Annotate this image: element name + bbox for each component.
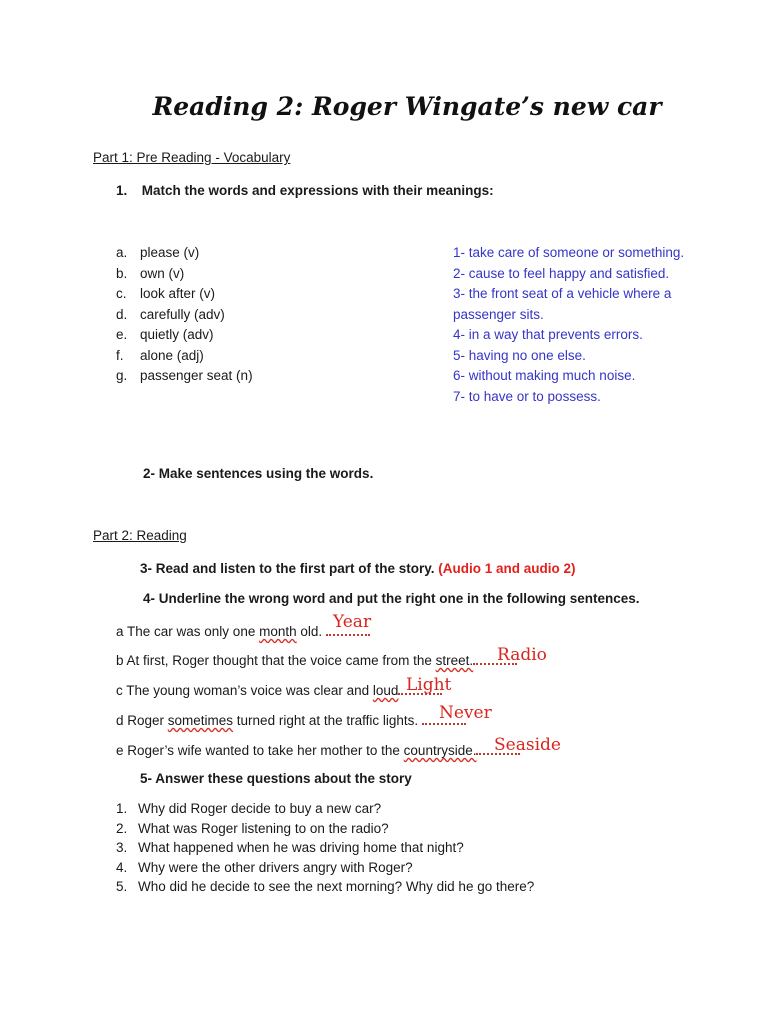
sentence-a: a The car was only one month old.: [116, 622, 370, 639]
sentence-d: d Roger sometimes turned right at the traffic lights.: [116, 711, 466, 728]
wrong-word: month: [259, 624, 297, 639]
vocab-word: f. alone (adj): [116, 347, 204, 363]
question-5: 5- Answer these questions about the story: [140, 771, 412, 786]
vocabulary-meanings-list: [453, 243, 684, 407]
list-item: 1. Why did Roger decide to buy a new car?: [116, 801, 382, 816]
question-4: 4- Underline the wrong word and put the right one in the following sentences.: [143, 591, 640, 606]
meaning-item: 4- in a way that prevents errors.: [453, 327, 643, 342]
sentence-b: b At first, Roger thought that the voice came from the street.: [116, 651, 517, 668]
list-item: 5. Who did he decide to see the next morning? Why did he go there?: [116, 879, 535, 894]
meaning-item: 7- to have or to possess.: [453, 388, 601, 404]
handwritten-answer: Light: [406, 675, 452, 695]
handwritten-answer: Year: [333, 612, 372, 632]
vocabulary-words-list: [116, 243, 253, 387]
question-2: 2- Make sentences using the words.: [143, 466, 374, 481]
story-questions-list: [116, 799, 534, 897]
part1-heading: Part 1: Pre Reading - Vocabulary: [93, 150, 291, 165]
wrong-word: loud: [372, 683, 399, 698]
vocab-word: b. own (v): [116, 265, 185, 281]
meaning-item: 1- take care of someone or something.: [453, 245, 685, 260]
list-item: 4. Why were the other drivers angry with Roger?: [116, 859, 413, 875]
handwritten-answer: Radio: [497, 645, 547, 665]
question-3-text: 3- Read and listen to the first part of the story.: [140, 561, 439, 576]
list-item: 2. What was Roger listening to on the radio?: [116, 820, 389, 836]
wrong-word: street.: [435, 653, 474, 668]
question-1: [116, 183, 494, 198]
vocab-word: e. quietly (adv): [116, 327, 214, 342]
list-item: 3. What happened when he was driving home that night?: [116, 840, 464, 855]
wrong-word: countryside.: [403, 743, 477, 758]
vocab-word: g. passenger seat (n): [116, 368, 253, 383]
wrong-word: sometimes: [167, 713, 234, 728]
meaning-item: 3- the front seat of a vehicle where a: [453, 286, 672, 301]
handwritten-answer: Seaside: [494, 735, 561, 755]
meaning-item: 6- without making much noise.: [453, 368, 636, 383]
sentence-c: c The young woman’s voice was clear and loud: [116, 681, 442, 698]
vocab-word: c. look after (v): [116, 286, 216, 301]
meaning-item: passenger sits.: [453, 306, 544, 322]
audio-note: (Audio 1 and audio 2): [438, 561, 576, 576]
vocab-word: a. please (v): [116, 245, 200, 260]
handwritten-answer: Never: [439, 703, 492, 723]
meaning-item: 2- cause to feel happy and satisfied.: [453, 265, 670, 281]
meaning-item: 5- having no one else.: [453, 347, 586, 363]
question-1-number: 1.: [116, 183, 128, 198]
question-1-text: Match the words and expressions with their meanings:: [141, 183, 494, 198]
page-title: Reading 2: Roger Wingate’s new car: [152, 92, 662, 121]
part2-heading: Part 2: Reading: [93, 528, 187, 543]
vocab-word: d. carefully (adv): [116, 306, 225, 322]
question-3: [140, 561, 576, 576]
sentence-e: e Roger’s wife wanted to take her mother to the countryside.: [116, 741, 520, 758]
